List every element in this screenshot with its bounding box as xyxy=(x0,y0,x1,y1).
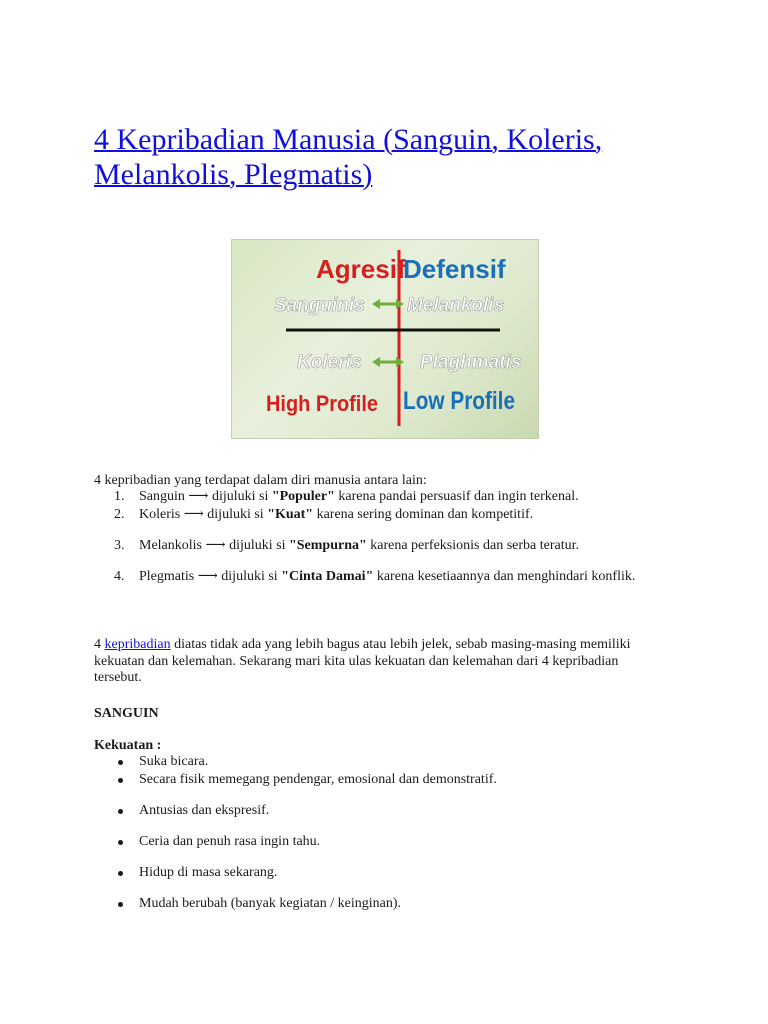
list-item xyxy=(94,772,654,788)
label-low-profile: Low Profile xyxy=(403,387,516,415)
personality-types-list xyxy=(94,489,654,585)
list-item-text: Antusias dan ekspresif. xyxy=(139,803,270,818)
list-item-text: Mudah berubah (banyak kegiatan / keinginan). xyxy=(139,896,402,911)
label-plaghmatis: Plaghmatis xyxy=(420,352,522,373)
list-item xyxy=(94,865,654,881)
type-reason: karena pandai persuasif dan ingin terkenal. xyxy=(334,489,579,504)
list-item xyxy=(94,507,654,523)
label-melankolis: Melankolis xyxy=(407,295,505,316)
strengths-list xyxy=(94,754,654,912)
document-page xyxy=(94,122,674,911)
personality-diagram-svg xyxy=(232,240,538,438)
list-item-text: Suka bicara. xyxy=(139,754,209,769)
list-number: 1. xyxy=(114,489,125,504)
title-link[interactable]: 4 Kepribadian Manusia (Sanguin, Koleris, Melankolis, Plegmatis) xyxy=(94,123,603,191)
kepribadian-link[interactable]: kepribadian xyxy=(104,637,171,652)
list-item xyxy=(94,896,654,912)
list-number: 2. xyxy=(114,507,125,522)
type-nickname: "Kuat" xyxy=(267,507,314,522)
label-aggressive: Agresif xyxy=(316,254,406,284)
list-item-text: Ceria dan penuh rasa ingin tahu. xyxy=(139,834,321,849)
label-sanguinis: Sanguinis xyxy=(274,295,365,316)
list-item xyxy=(94,754,654,770)
bullet-icon xyxy=(118,760,123,765)
paragraph-prefix: 4 xyxy=(94,637,105,652)
summary-paragraph xyxy=(94,637,654,687)
list-number: 3. xyxy=(114,538,125,553)
type-reason: karena perfeksionis dan serba teratur. xyxy=(366,538,579,553)
bullet-icon xyxy=(118,840,123,845)
personality-diagram xyxy=(231,239,539,439)
list-item xyxy=(94,803,654,819)
type-reason: karena sering dominan dan kompetitif. xyxy=(313,507,534,522)
label-defensive: Defensif xyxy=(403,254,506,284)
list-item xyxy=(94,834,654,850)
label-high-profile: High Profile xyxy=(266,391,378,416)
type-reason: karena kesetiaannya dan menghindari konflik. xyxy=(373,569,636,584)
page-title xyxy=(94,122,674,192)
bullet-icon xyxy=(118,809,123,814)
type-text: Plegmatis ⟶ dijuluki si xyxy=(139,569,282,584)
bullet-icon xyxy=(118,871,123,876)
intro-text: 4 kepribadian yang terdapat dalam diri manusia antara lain: xyxy=(94,473,427,488)
list-item xyxy=(94,489,654,505)
type-text: Sanguin ⟶ dijuluki si xyxy=(139,489,272,504)
type-text: Koleris ⟶ dijuluki si xyxy=(139,507,268,522)
list-item xyxy=(94,538,654,554)
bullet-icon xyxy=(118,902,123,907)
list-item-text: Hidup di masa sekarang. xyxy=(139,865,278,880)
list-number: 4. xyxy=(114,569,125,584)
section-heading: SANGUIN xyxy=(94,706,159,721)
bullet-icon xyxy=(118,778,123,783)
type-text: Melankolis ⟶ dijuluki si xyxy=(139,538,289,553)
paragraph-body: diatas tidak ada yang lebih bagus atau lebih jelek, sebab masing-masing memiliki kekuatan dan kelemahan. Sekarang mari kita ulas kekuatan dan kelemahan dari 4 kepribadian tersebut. xyxy=(94,637,631,685)
list-item-text: Secara fisik memegang pendengar, emosional dan demonstratif. xyxy=(139,772,497,787)
type-nickname: "Sempurna" xyxy=(288,538,367,553)
strengths-heading: Kekuatan : xyxy=(94,738,162,753)
label-koleris: Koleris xyxy=(297,352,362,373)
list-item xyxy=(94,569,654,585)
type-nickname: "Cinta Damai" xyxy=(281,569,374,584)
type-nickname: "Populer" xyxy=(271,489,335,504)
